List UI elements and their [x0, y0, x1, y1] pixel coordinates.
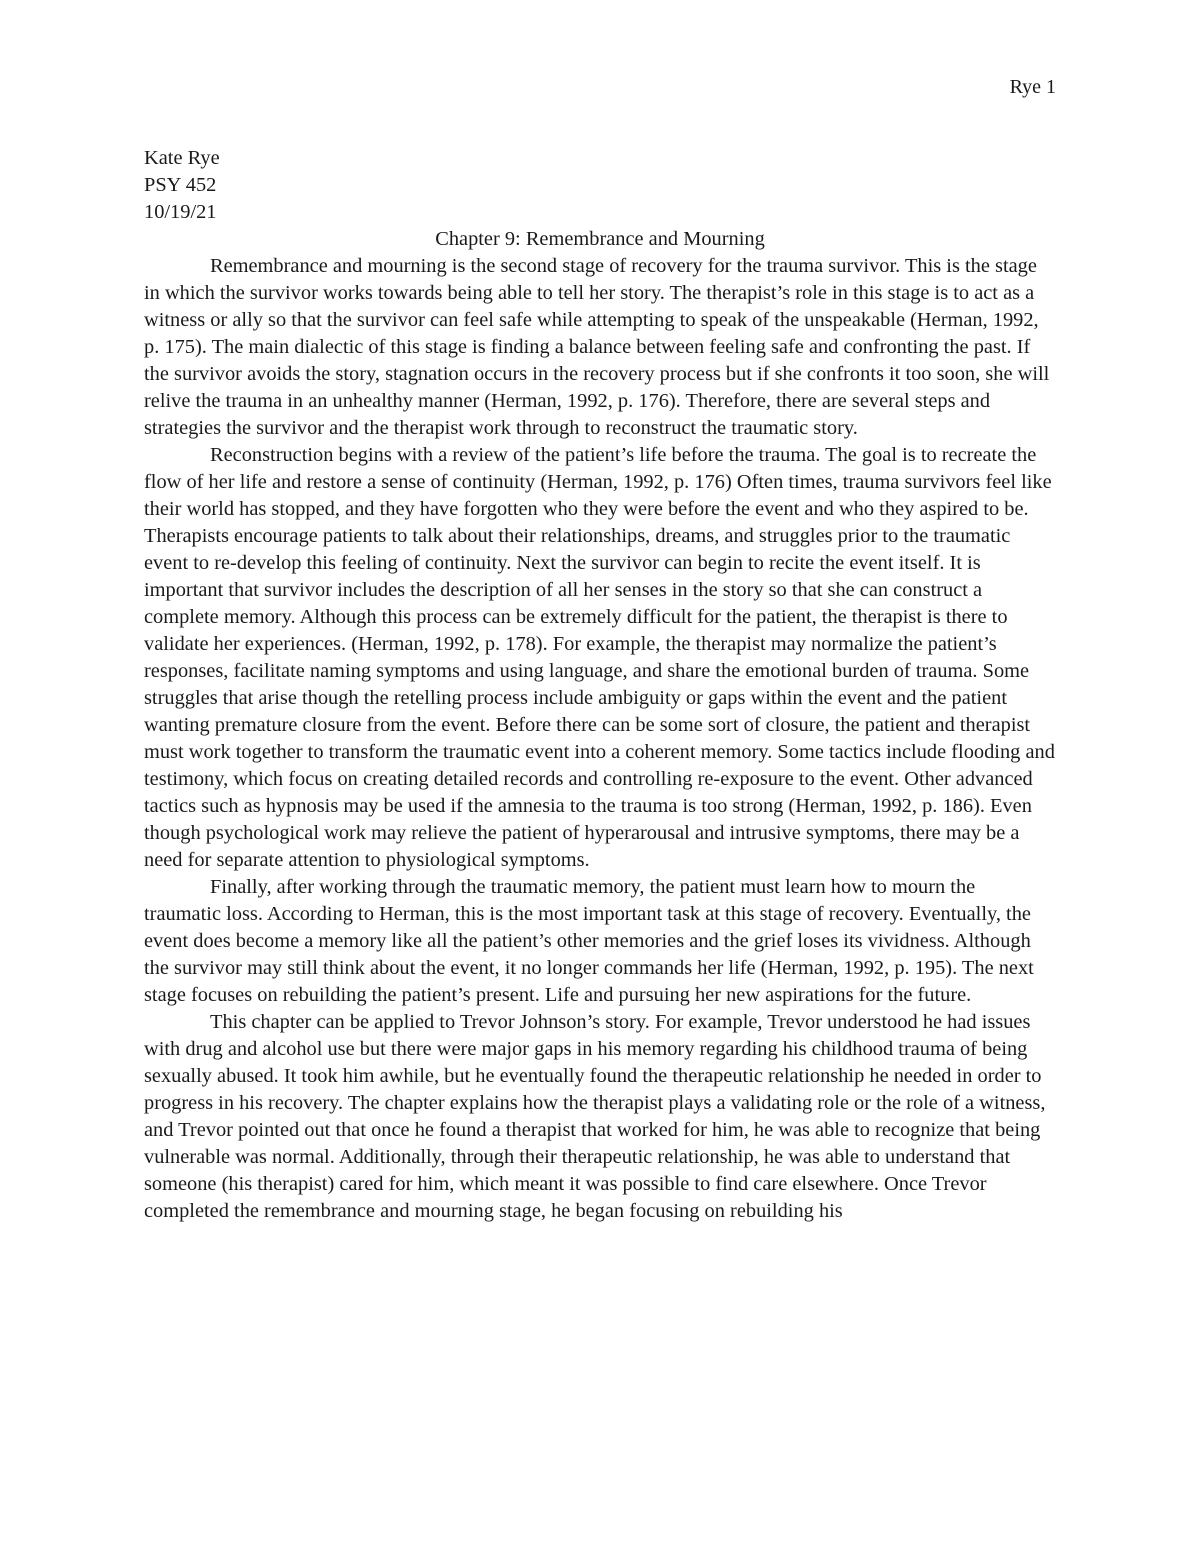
page-header-number: Rye 1 — [1009, 76, 1056, 98]
document-date: 10/19/21 — [144, 201, 217, 223]
course-code: PSY 452 — [144, 174, 217, 196]
paragraph: This chapter can be applied to Trevor Johnson’s story. For example, Trevor understood he had issues with drug and alcohol use but there were major gaps in his memory regarding his childhood trauma of being sexually abused. It took him awhile, but he eventually found the therapeutic relationship he needed in order to progress in his recovery. The chapter explains how the therapist plays a validating role or the role of a witness, and Trevor pointed out that once he found a therapist that worked for him, he was able to recognize that being vulnerable was normal. Additionally, through their therapeutic relationship, he was able to understand that someone (his therapist) cared for him, which meant it was possible to find care elsewhere. Once Trevor completed the remembrance and mourning stage, he began focusing on rebuilding his — [144, 1011, 1046, 1222]
author-name: Kate Rye — [144, 147, 220, 169]
document-body — [144, 145, 1056, 1225]
paragraph: Finally, after working through the traumatic memory, the patient must learn how to mourn the traumatic loss. According to Herman, this is the most important task at this stage of recovery. Eventually, the event does become a memory like all the patient’s other memories and the grief loses its vividness. Although the survivor may still think about the event, it no longer commands her life (Herman, 1992, p. 195). The next stage focuses on rebuilding the patient’s present. Life and pursuing her new aspirations for the future. — [144, 876, 1034, 1006]
paragraph: Remembrance and mourning is the second stage of recovery for the trauma survivor. This is the stage in which the survivor works towards being able to tell her story. The therapist’s role in this stage is to act as a witness or ally so that the survivor can feel safe while attempting to speak of the unspeakable (Herman, 1992, p. 175). The main dialectic of this stage is finding a balance between feeling safe and confronting the past. If the survivor avoids the story, stagnation occurs in the recovery process but if she confronts it too soon, she will relive the trauma in an unhealthy manner (Herman, 1992, p. 176). Therefore, there are several steps and strategies the survivor and the therapist work through to reconstruct the traumatic story. — [144, 255, 1050, 439]
paragraph: Reconstruction begins with a review of the patient’s life before the trauma. The goal is to recreate the flow of her life and restore a sense of continuity (Herman, 1992, p. 176) Often times, trauma survivors feel like their world has stopped, and they have forgotten who they were before the event and who they aspired to be. Therapists encourage patients to talk about their relationships, dreams, and struggles prior to the traumatic event to re-develop this feeling of continuity. Next the survivor can begin to recite the event itself. It is important that survivor includes the description of all her senses in the story so that she can construct a complete memory. Although this process can be extremely difficult for the patient, the therapist is there to validate her experiences. (Herman, 1992, p. 178). For example, the therapist may normalize the patient’s responses, facilitate naming symptoms and using language, and share the emotional burden of trauma. Some struggles that arise though the retelling process include ambiguity or gaps within the event and the patient wanting premature closure from the event. Before there can be some sort of closure, the patient and therapist must work together to transform the traumatic event into a coherent memory. Some tactics include flooding and testimony, which focus on creating detailed records and controlling re-exposure to the event. Other advanced tactics such as hypnosis may be used if the amnesia to the trauma is too strong (Herman, 1992, p. 186). Even though psychological work may relieve the patient of hyperarousal and intrusive symptoms, there may be a need for separate attention to physiological symptoms. — [144, 444, 1055, 871]
document-title: Chapter 9: Remembrance and Mourning — [435, 228, 765, 250]
